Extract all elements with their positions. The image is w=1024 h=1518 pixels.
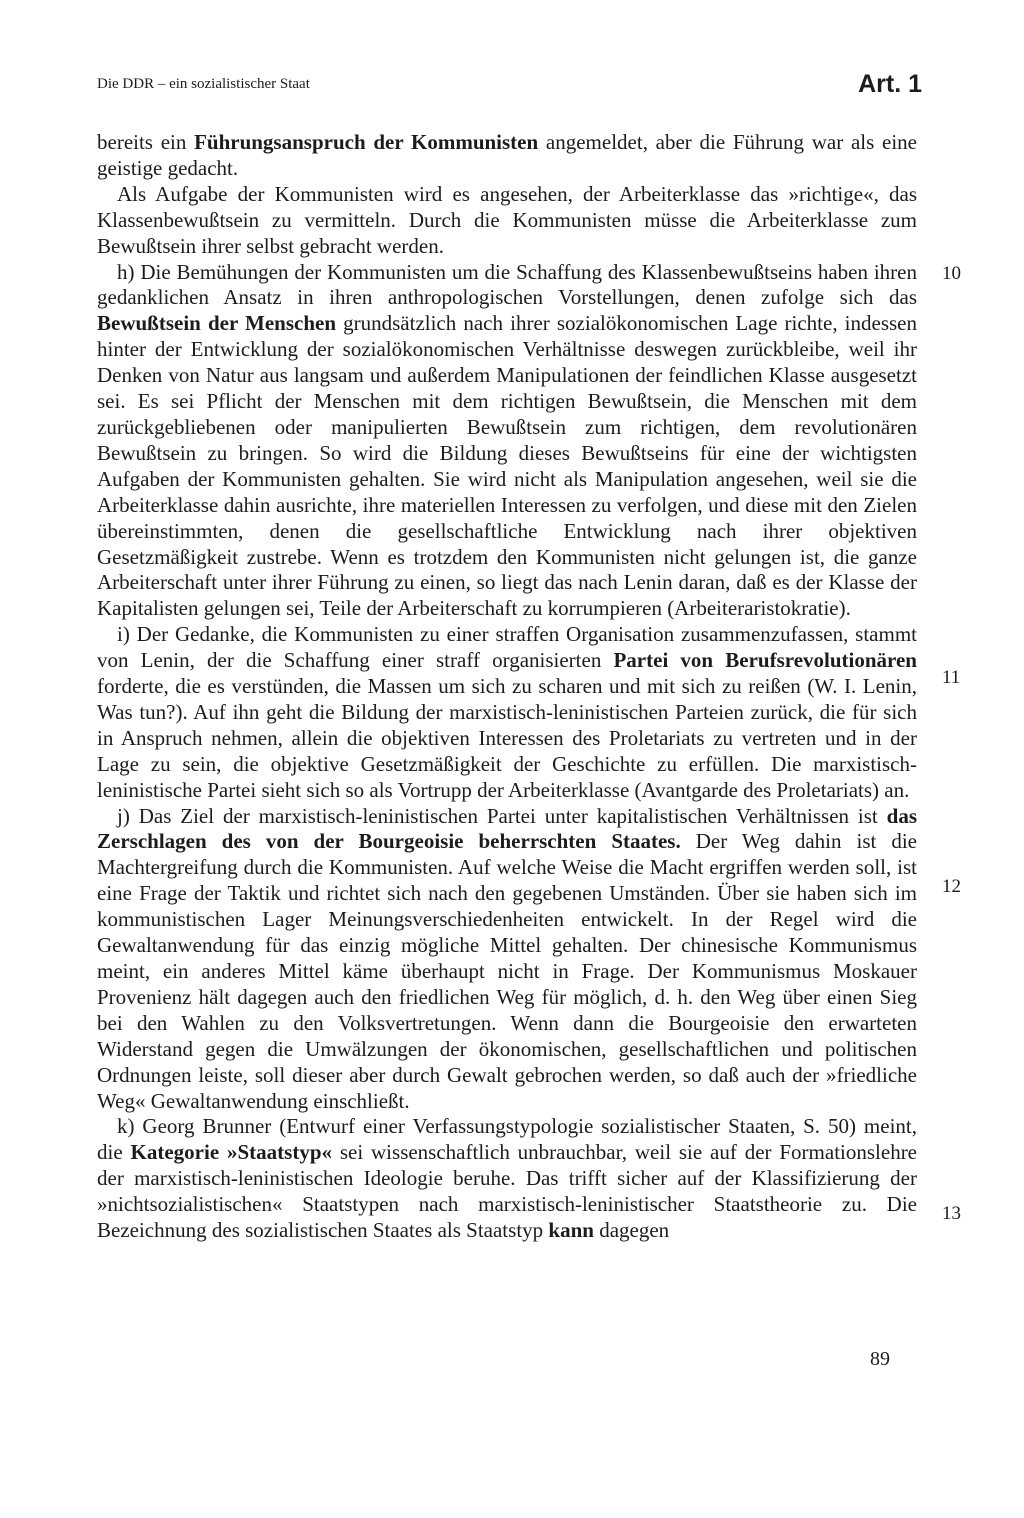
margin-number: 13 bbox=[942, 1203, 961, 1224]
text-run: k) Georg Brunner (Entwurf einer Verfassungstypologie sozialistischer Staaten, S. 50) meint, die bbox=[97, 1114, 917, 1165]
text-run: angemeldet, aber die Führung war als eine geistige gedacht. bbox=[97, 130, 917, 180]
text-run: Der Weg dahin ist die Machtergreifung durch die Kommunisten. Auf welche Weise die Macht ergriffen werden soll, ist eine Frage der Taktik und richtet sich nach den gegebenen Umständen. Über sie haben sich im kommunistischen Lager Meinungsverschiedenheiten entwickelt. In der Regel wird die Gewaltanwendung für das einzig mögliche Mittel gehalten. Der chinesische Kommunismus meint, ein anderes Mittel käme überhaupt nicht in Frage. Der Kommunismus Moskauer Provenienz hält dagegen auch den friedlichen Weg für möglich, d. h. den Weg über einen Sieg bei den Wahlen zu den Volksvertretungen. Wenn dann die Bourgeoisie den erwarteten Widerstand gegen die Umwälzungen der ökonomischen, gesellschaftlichen und politischen Ordnungen leiste, soll dieser aber durch Gewalt gebrochen werden, so daß auch der »friedliche Weg« Gewaltanwendung einschließt. bbox=[97, 829, 918, 1113]
paragraph bbox=[97, 804, 917, 1115]
bold-term: Führungsanspruch der Kommunisten bbox=[194, 130, 539, 154]
paragraph bbox=[97, 130, 917, 182]
text-run: j) Das Ziel der marxistisch-leninistischen Partei unter kapitalistischen Verhältnissen ist bbox=[117, 803, 887, 828]
paragraph bbox=[97, 260, 917, 623]
text-run: forderte, die es verstünden, die Massen um sich zu scharen und mit sich zu reißen (W. I. Lenin, Was tun?). Auf ihn geht die Bildung der marxistisch-leninistischen Parteien zurück, die für sich in Anspruch nehmen, allein die objektiven Interessen des Proletariats zu vertreten und in der Lage zu sein, die objektive Gesetzmäßigkeit der Geschichte zu erfüllen. Die marxistisch-leninistische Partei sieht sich so als Vortrupp der Arbeiterklasse (Avantgarde des Proletariats) an. bbox=[97, 674, 917, 802]
text-run: sei wissenschaftlich unbrauchbar, weil sie auf der Formationslehre der marxistisch-leninistischen Ideologie beruhe. Das trifft sicher auf der Klassifizierung der »nichtsozialistischen« Staatstypen nach marxistisch-leninistischer Staatstheorie zu. Die Bezeichnung des sozialistischen Staates als Staatstyp bbox=[97, 1140, 918, 1243]
bold-term: kann bbox=[548, 1218, 594, 1243]
text-run: i) Der Gedanke, die Kommunisten zu einer straffen Organisation zusammenzufassen, stammt von Lenin, der die Schaffung einer straff organisierten bbox=[97, 622, 917, 673]
margin-number: 10 bbox=[942, 263, 961, 284]
paragraph bbox=[97, 182, 917, 260]
body-text bbox=[97, 130, 917, 1244]
article-label: Art. 1 bbox=[858, 70, 922, 98]
paragraph bbox=[97, 622, 917, 803]
text-run: dagegen bbox=[593, 1218, 670, 1243]
text-run: Als Aufgabe der Kommunisten wird es angesehen, der Arbeiterklasse das »richtige«, das Klassenbewußtsein zu vermitteln. Durch die Kommunisten müsse die Arbeiterklasse zum Bewußtsein ihrer selbst gebracht werden. bbox=[97, 181, 917, 258]
text-run: bereits ein bbox=[97, 130, 195, 154]
bold-term: Bewußtsein der Menschen bbox=[97, 311, 337, 336]
bold-term: Partei von Berufsrevolutionären bbox=[613, 648, 917, 673]
running-title: Die DDR – ein sozialistischer Staat bbox=[97, 76, 310, 92]
bold-term: Kategorie »Staatstyp« bbox=[130, 1140, 332, 1165]
bold-term: das Zerschlagen des von der Bourgeoisie beherrschten Staates. bbox=[97, 803, 917, 854]
margin-number: 11 bbox=[942, 667, 961, 688]
text-run: h) Die Bemühungen der Kommunisten um die Schaffung des Klassenbewußtseins haben ihren gedanklichen Ansatz in ihren anthropologischen Vorstellungen, denen zufolge sich das bbox=[97, 259, 917, 310]
margin-number: 12 bbox=[942, 876, 961, 897]
paragraph bbox=[97, 1114, 917, 1244]
text-run: grundsätzlich nach ihrer sozialökonomischen Lage richte, indessen hinter der Entwicklung der sozialökonomischen Verhältnisse deswegen zurückbleibe, weil ihr Denken von Natur aus langsam und außerdem Manipulationen der feindlichen Klasse ausgesetzt sei. Es sei Pflicht der Menschen mit dem richtigen Bewußtsein, die Menschen mit dem zurückgebliebenen oder manipulierten Bewußtsein zum richtigen, dem revolutionären Bewußtsein zu bringen. So wird die Bildung dieses Bewußtseins für eine der wichtigsten Aufgaben der Kommunisten gehalten. Sie wird nicht als Manipulation angesehen, weil sie die Arbeiterklasse dahin ausrichte, ihre materiellen Interessen zu verfolgen, und diese mit den Zielen übereinstimmten, denen die gesellschaftliche Entwicklung nach ihrer objektiven Gesetzmäßigkeit zustrebe. Wenn es trotzdem den Kommunisten nicht gelungen ist, die ganze Arbeiterschaft unter ihrer Führung zu einen, so liegt das nach Lenin daran, daß es der Klasse der Kapitalisten gelungen sei, Teile der Arbeiterschaft zu korrumpieren (Arbeiteraristokratie). bbox=[97, 311, 917, 621]
page-number: 89 bbox=[870, 1348, 890, 1370]
